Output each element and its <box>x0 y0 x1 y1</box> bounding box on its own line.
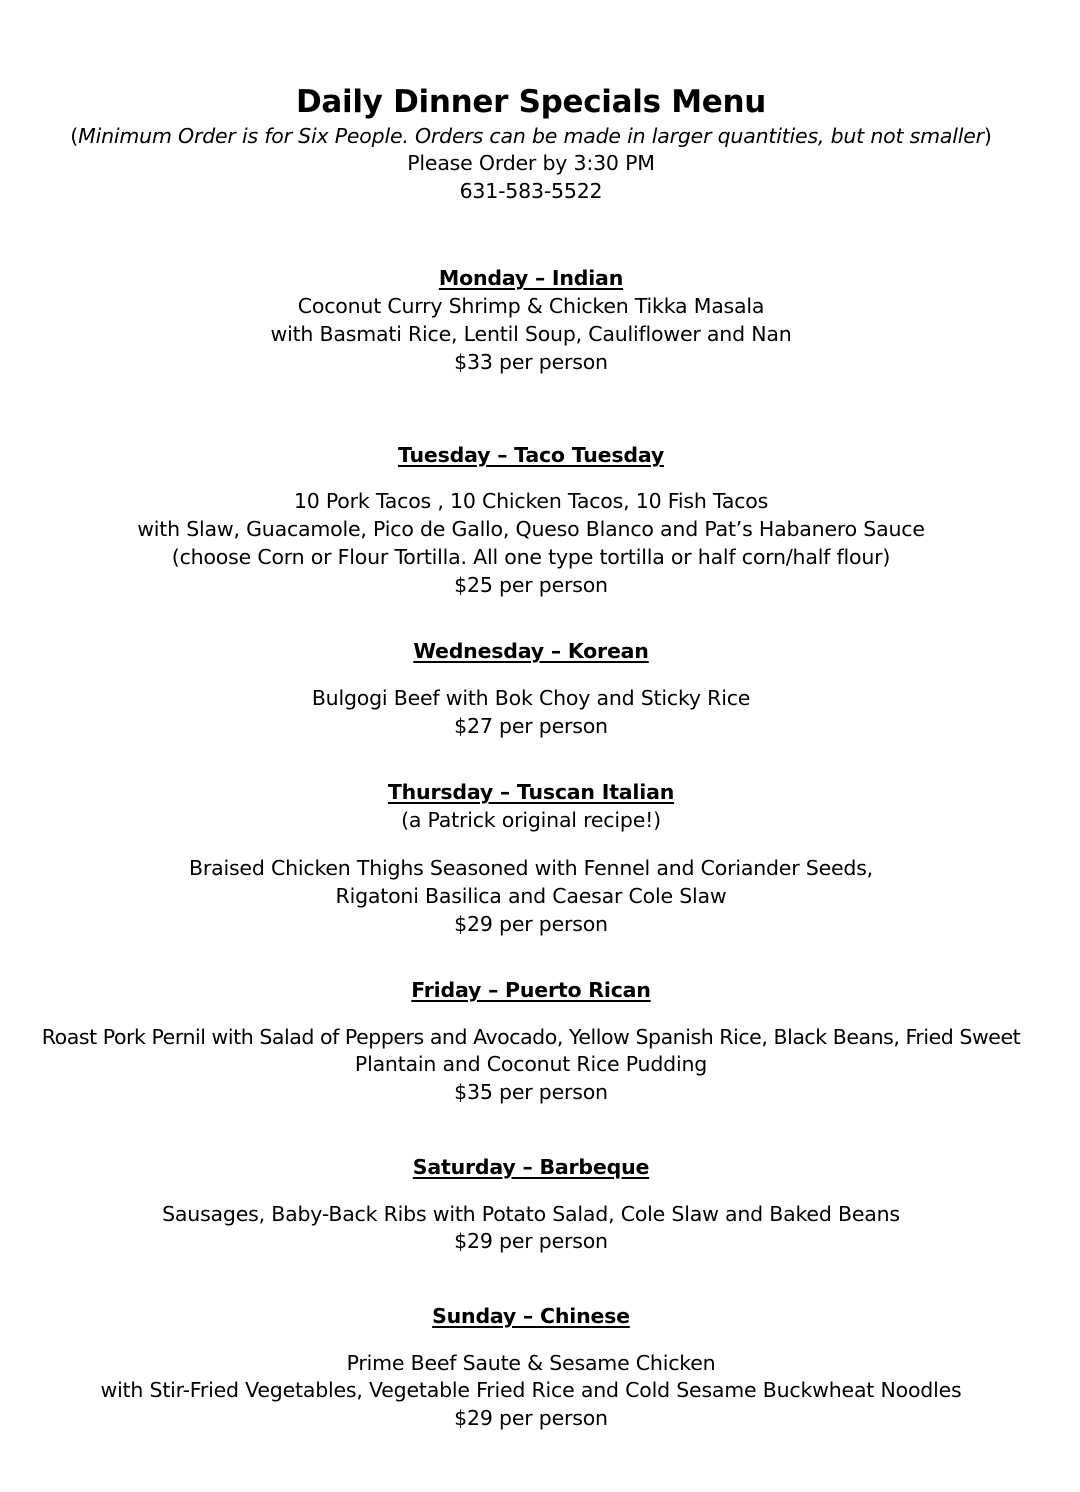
friday-price: $35 per person <box>454 1080 608 1104</box>
wednesday-heading: Wednesday – Korean <box>413 639 649 663</box>
tuesday-price: $25 per person <box>454 573 608 597</box>
thursday-heading: Thursday – Tuscan Italian <box>387 780 675 804</box>
phone-number: 631-583-5522 <box>459 179 603 203</box>
saturday-price: $29 per person <box>454 1229 608 1253</box>
monday-heading: Monday – Indian <box>438 266 624 290</box>
tuesday-line-3: (choose Corn or Flour Tortilla. All one type tortilla or half corn/half flour) <box>171 545 891 569</box>
friday-line-2: Plantain and Coconut Rice Pudding <box>354 1052 708 1076</box>
order-deadline: Please Order by 3:30 PM <box>407 151 655 175</box>
page-title: Daily Dinner Specials Menu <box>295 84 767 120</box>
wednesday-line-1: Bulgogi Beef with Bok Choy and Sticky Rice <box>311 686 751 710</box>
sunday-line-2: with Stir-Fried Vegetables, Vegetable Fried Rice and Cold Sesame Buckwheat Noodles <box>100 1378 962 1402</box>
monday-line-2: with Basmati Rice, Lentil Soup, Cauliflower and Nan <box>270 322 792 346</box>
thursday-line-2: Rigatoni Basilica and Caesar Cole Slaw <box>335 884 727 908</box>
saturday-line-1: Sausages, Baby-Back Ribs with Potato Salad, Cole Slaw and Baked Beans <box>162 1202 900 1226</box>
minimum-order-note <box>0 122 1062 150</box>
thursday-price: $29 per person <box>454 912 608 936</box>
monday-price: $33 per person <box>454 350 608 374</box>
note-close-paren: ) <box>983 124 992 148</box>
thursday-line-1: Braised Chicken Thighs Seasoned with Fennel and Coriander Seeds, <box>189 856 873 880</box>
saturday-heading: Saturday – Barbeque <box>412 1155 650 1179</box>
monday-line-1: Coconut Curry Shrimp & Chicken Tikka Masala <box>297 294 765 318</box>
friday-line-1: Roast Pork Pernil with Salad of Peppers and Avocado, Yellow Spanish Rice, Black Beans, Fried Sweet <box>41 1025 1021 1049</box>
wednesday-price: $27 per person <box>454 714 608 738</box>
tuesday-line-2: with Slaw, Guacamole, Pico de Gallo, Queso Blanco and Pat’s Habanero Sauce <box>137 517 925 541</box>
sunday-line-1: Prime Beef Saute & Sesame Chicken <box>346 1351 716 1375</box>
tuesday-line-1: 10 Pork Tacos , 10 Chicken Tacos, 10 Fish Tacos <box>293 489 769 513</box>
sunday-heading: Sunday – Chinese <box>432 1304 630 1328</box>
sunday-price: $29 per person <box>454 1406 608 1430</box>
thursday-subheading: (a Patrick original recipe!) <box>401 808 661 832</box>
note-text: Minimum Order is for Six People. Orders can be made in larger quantities, but not smaller <box>78 124 984 148</box>
note-open-paren: ( <box>70 124 79 148</box>
tuesday-heading: Tuesday – Taco Tuesday <box>397 443 664 467</box>
friday-heading: Friday – Puerto Rican <box>411 978 651 1002</box>
